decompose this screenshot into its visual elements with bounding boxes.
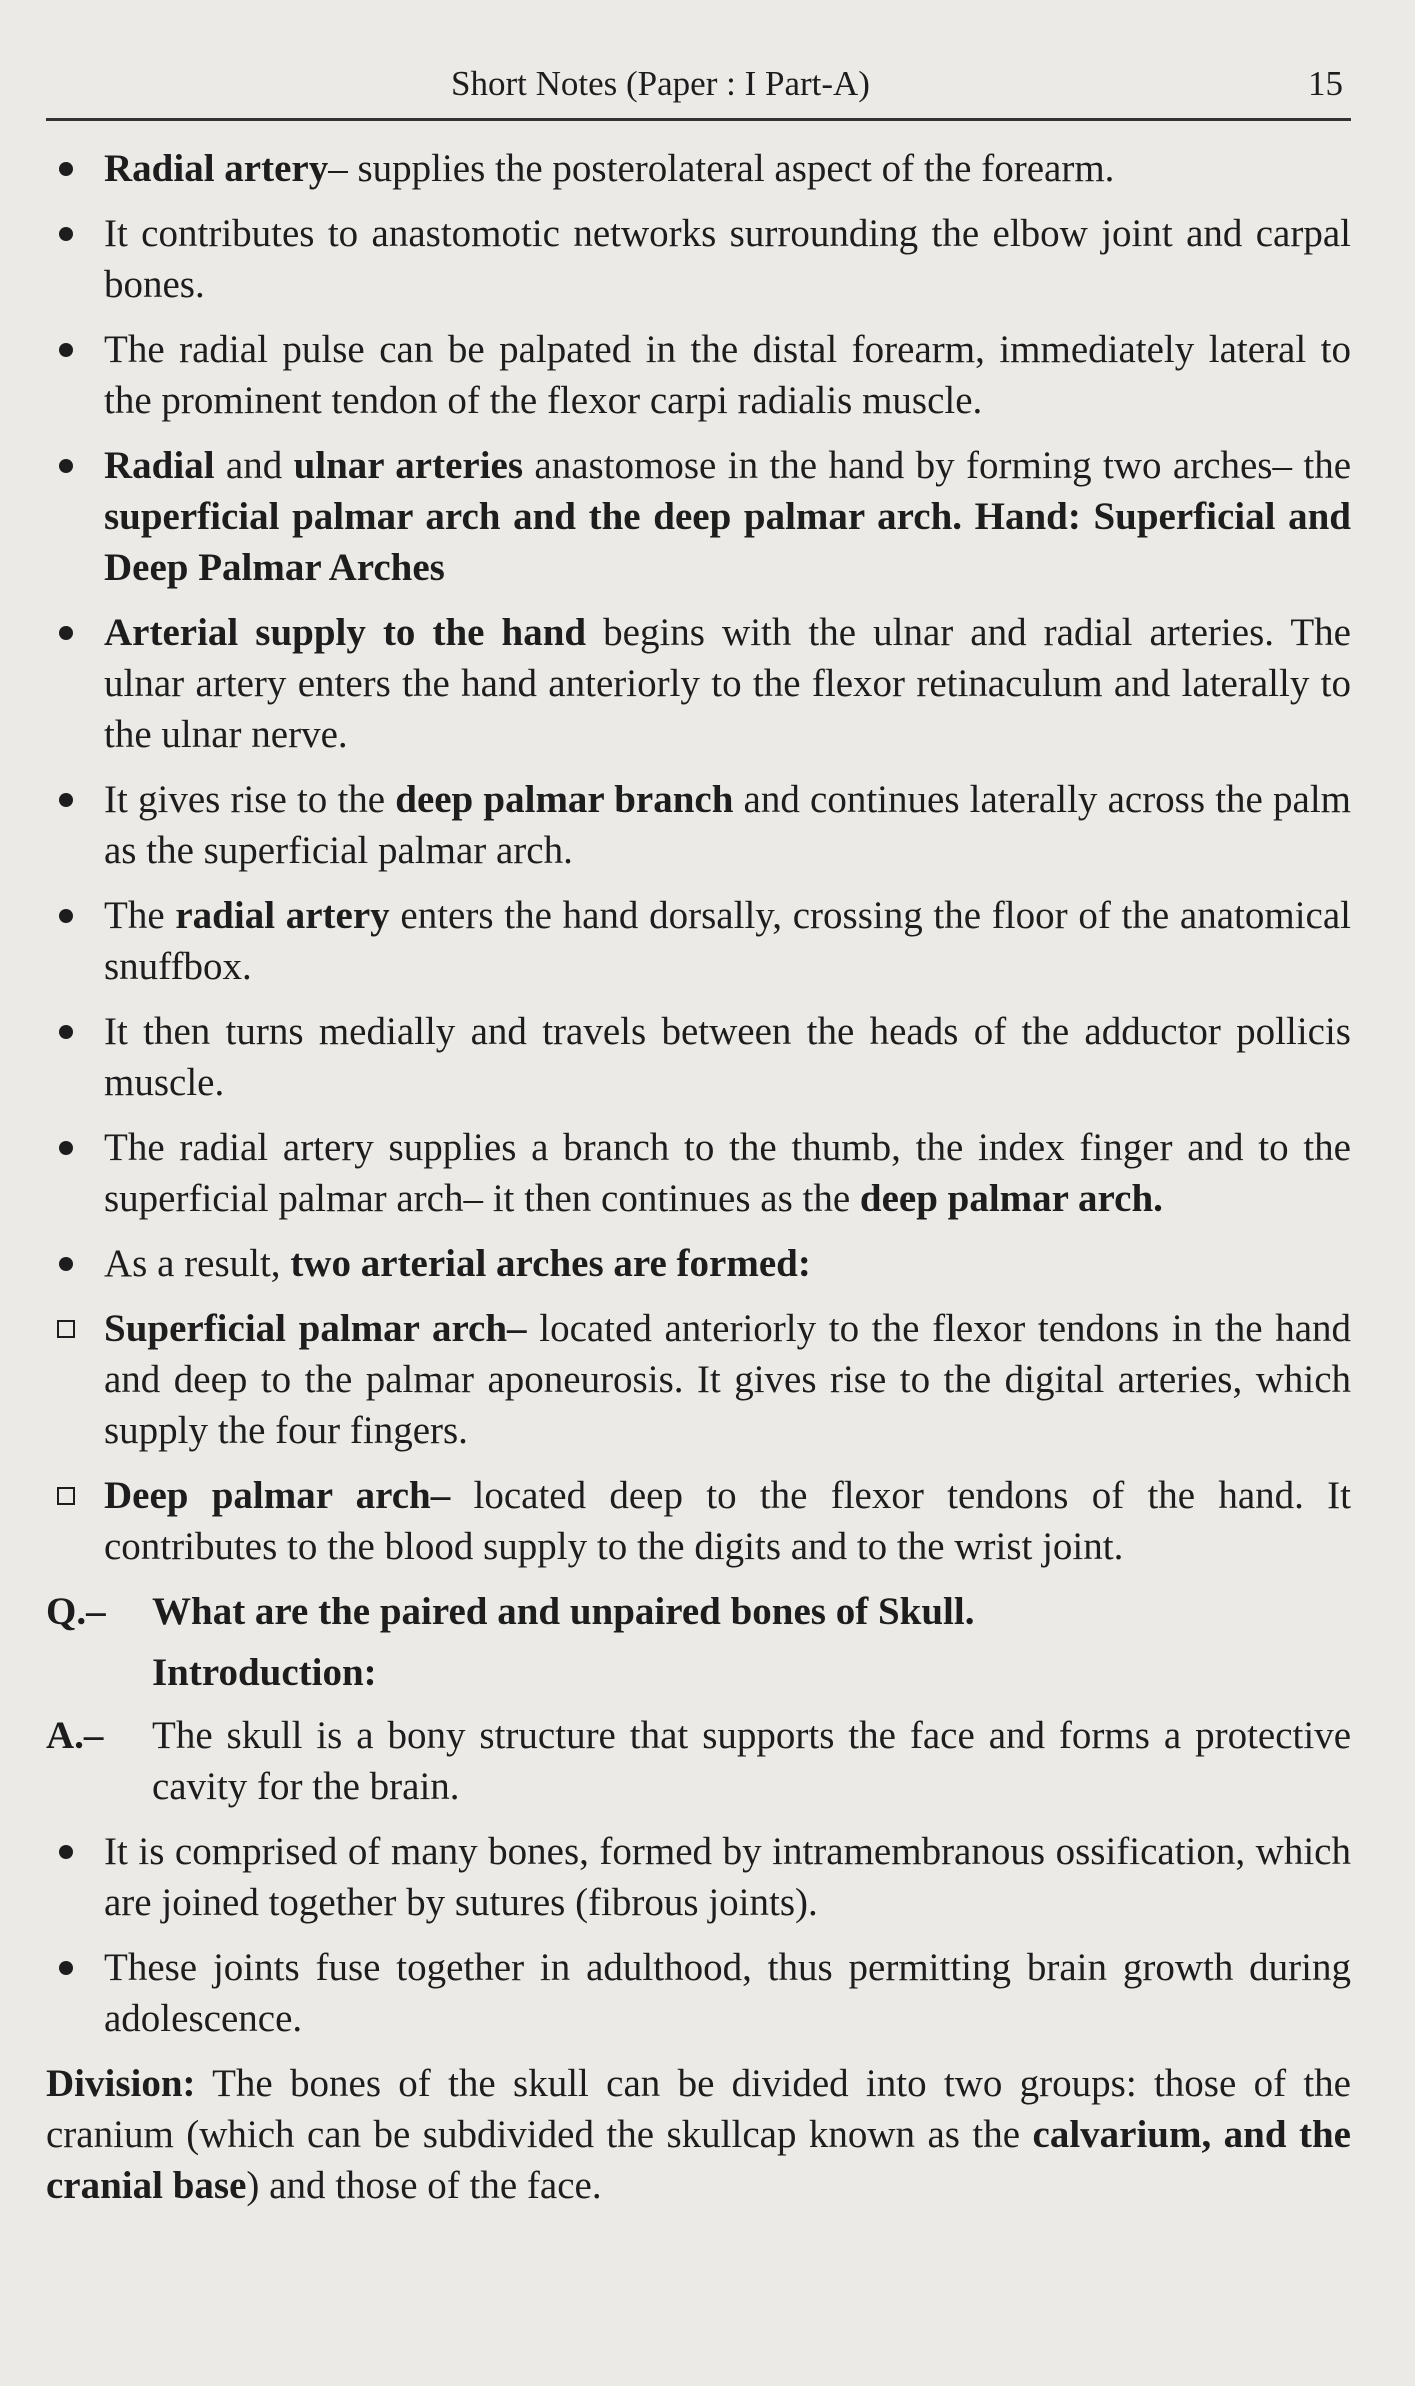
list-item-text	[104, 894, 1351, 988]
text-run: It then turns medially and travels between the heads of the adductor pollicis muscle.	[104, 1010, 1351, 1104]
text-run: – supplies the posterolateral aspect of the forearm.	[328, 147, 1115, 190]
bold-text: calvarium, and the cranial base	[46, 2113, 1351, 2207]
bold-text: deep palmar branch	[395, 778, 734, 821]
list-item-text	[104, 1242, 811, 1285]
question-label: Q.–	[46, 1590, 106, 1633]
list-item	[42, 1006, 1351, 1108]
page-content	[42, 143, 1351, 2211]
bold-text: Deep palmar arch–	[104, 1474, 451, 1517]
list-item	[42, 1826, 1351, 1928]
square-bullet-icon	[46, 1470, 86, 1521]
bullet-icon	[46, 1238, 86, 1289]
bold-text: two arterial arches are formed:	[290, 1242, 811, 1285]
bold-text: Radial	[104, 444, 215, 487]
bold-text: deep palmar arch.	[859, 1177, 1163, 1220]
text-run: located anteriorly to the flexor tendons in the hand and deep to the palmar aponeurosis. It gives rise to the digital arteries, which supply the four fingers.	[104, 1307, 1352, 1452]
intro-heading: Introduction:	[152, 1651, 377, 1694]
bold-text: Arterial supply to the hand	[104, 611, 587, 654]
text-run: The radial artery supplies a branch to the thumb, the index finger and to the superficial palmar arch– it then continues as the	[104, 1126, 1351, 1220]
text-run: and	[214, 444, 294, 487]
text-run: The bones of the skull can be divided into two groups: those of the cranium (which can be subdivided the skullcap known as the	[46, 2062, 1351, 2156]
list-item-text	[104, 1830, 1351, 1924]
header-title: Short Notes (Paper : I Part-A)	[451, 64, 870, 103]
answer-label: A.–	[46, 1714, 104, 1757]
text-run: begins with the ulnar and radial arteries. The ulnar artery enters the hand anteriorly to the flexor retinaculum and laterally to the ulnar nerve.	[104, 611, 1351, 756]
list-item	[42, 143, 1351, 194]
list-item-text	[104, 1474, 1351, 1568]
bullet-icon	[46, 143, 86, 194]
list-item-text	[104, 1946, 1351, 2040]
bullet-icon	[46, 208, 86, 259]
text-run: As a result,	[104, 1242, 291, 1285]
bold-text: Division:	[46, 2062, 196, 2105]
list-item	[42, 1122, 1351, 1224]
list-item-text	[104, 778, 1351, 872]
text-run: These joints fuse together in adulthood, thus permitting brain growth during adolescence.	[104, 1946, 1351, 2040]
bold-text: Radial artery	[104, 147, 329, 190]
text-run: The	[104, 894, 176, 937]
text-run: enters the hand dorsally, crossing the floor of the anatomical snuffbox.	[104, 894, 1351, 988]
square-bullet-icon	[46, 1303, 86, 1354]
text-run: It gives rise to the	[104, 778, 396, 821]
list-item	[42, 607, 1351, 760]
bullet-icon	[46, 774, 86, 825]
text-run: ) and those of the face.	[246, 2164, 602, 2207]
list-item-text	[104, 611, 1351, 756]
text-run: anastomose in the hand by forming two arches– the	[523, 444, 1352, 487]
bold-text: superficial palmar arch and the deep palmar arch. Hand: Superficial and Deep Palmar Arches	[104, 495, 1351, 589]
sub-list-item	[42, 1303, 1351, 1456]
bullet-icon	[46, 440, 86, 491]
running-header	[46, 60, 1351, 121]
page-number: 15	[1308, 64, 1343, 103]
list-item-text	[104, 1126, 1351, 1220]
text-run: located deep to the flexor tendons of the hand. It contributes to the blood supply to the digits and to the wrist joint.	[104, 1474, 1351, 1568]
bold-text: Superficial palmar arch–	[104, 1307, 527, 1350]
list-item	[42, 1942, 1351, 2044]
list-item	[42, 1238, 1351, 1289]
sub-list-item	[42, 1470, 1351, 1572]
bullet-icon	[46, 1942, 86, 1993]
text-run: and continues laterally across the palm as the superficial palmar arch.	[104, 778, 1351, 872]
answer-block	[42, 1710, 1351, 1812]
answer-text: The skull is a bony structure that supports the face and forms a protective cavity for the brain.	[152, 1714, 1351, 1808]
list-item	[42, 208, 1351, 310]
bullet-icon	[46, 324, 86, 375]
bullet-icon	[46, 1826, 86, 1877]
text-run: It contributes to anastomotic networks surrounding the elbow joint and carpal bones.	[104, 212, 1351, 306]
list-item-text	[104, 444, 1351, 589]
question-text: What are the paired and unpaired bones of Skull.	[152, 1590, 975, 1633]
list-item	[42, 324, 1351, 426]
division-paragraph	[42, 2058, 1351, 2211]
list-item-text	[104, 1010, 1351, 1104]
bullet-icon	[46, 890, 86, 941]
bullet-list-arteries	[42, 143, 1351, 1572]
bullet-icon	[46, 607, 86, 658]
list-item-text	[104, 147, 1114, 190]
bold-text: radial artery	[175, 894, 390, 937]
list-item	[42, 774, 1351, 876]
question-block	[42, 1586, 1351, 1637]
list-item	[42, 890, 1351, 992]
bullet-icon	[46, 1122, 86, 1173]
list-item	[42, 440, 1351, 593]
text-run: It is comprised of many bones, formed by intramembranous ossification, which are joined together by sutures (fibrous joints).	[104, 1830, 1351, 1924]
bold-text: ulnar arteries	[293, 444, 524, 487]
bullet-icon	[46, 1006, 86, 1057]
list-item-text	[104, 212, 1351, 306]
list-item-text	[104, 328, 1351, 422]
text-run: The radial pulse can be palpated in the distal forearm, immediately lateral to the prominent tendon of the flexor carpi radialis muscle.	[104, 328, 1351, 422]
list-item-text	[104, 1307, 1351, 1452]
bullet-list-skull	[42, 1826, 1351, 2044]
